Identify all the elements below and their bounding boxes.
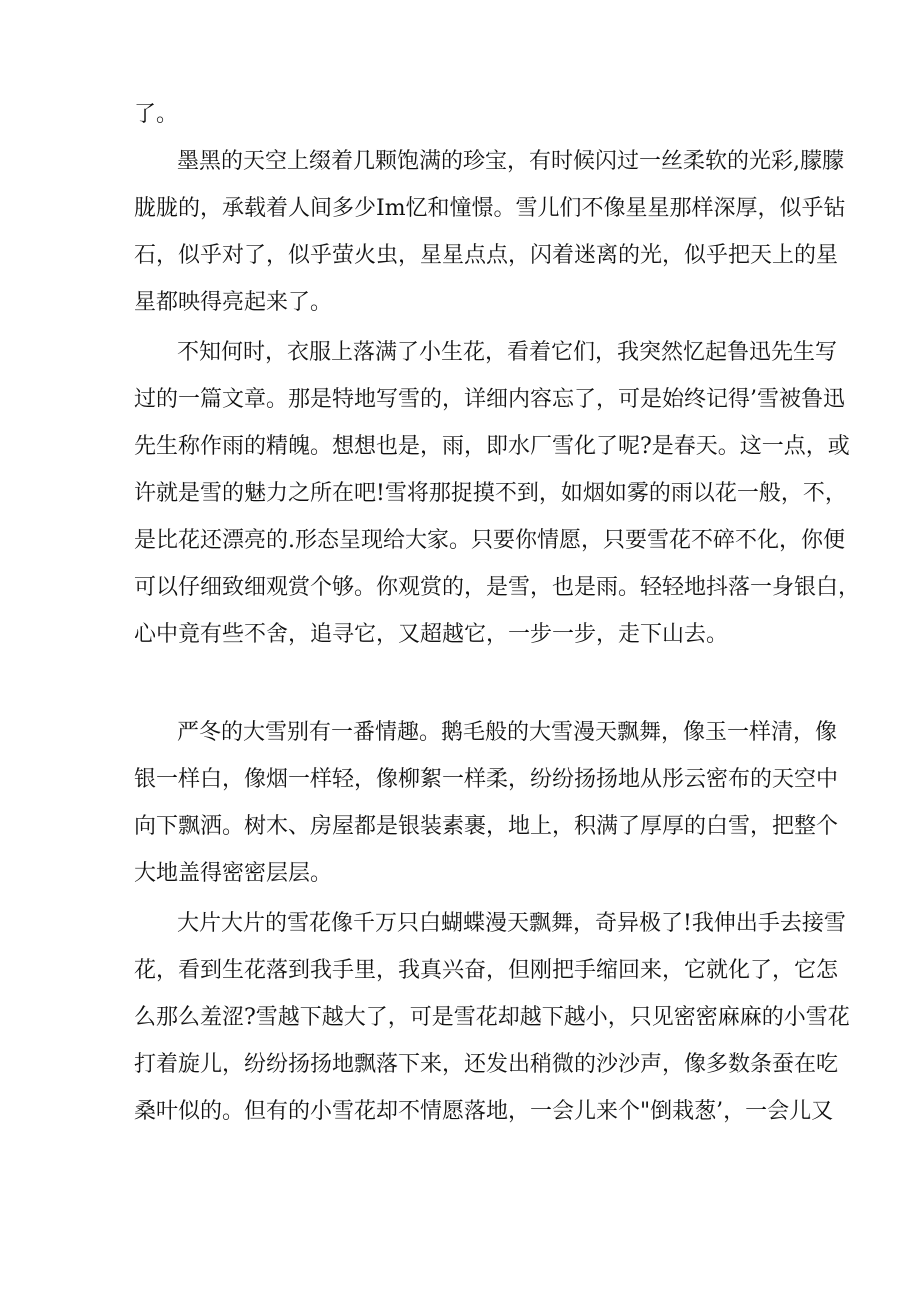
paragraph-line: 大地盖得密密层层。 (134, 861, 333, 886)
paragraph-line: 打着旋儿，纷纷扬扬地飘落下来，还发出稍微的沙沙声，像多数条蚕在吃 (134, 1052, 839, 1077)
paragraph-line: 花，看到生花落到我手里，我真兴奋，但刚把手缩回来，它就化了，它怎 (134, 958, 839, 983)
paragraph-line: 银一样白，像烟一样轻，像柳絮一样柔，纷纷扬扬地从彤云密布的天空中 (134, 767, 839, 792)
paragraph-line: 石，似乎对了，似乎萤火虫，星星点点，闪着迷离的光，似乎把天上的星 (134, 243, 839, 268)
paragraph-line: 大片大片的雪花像千万只白蝴蝶漫天飘舞，奇异极了!我伸出手去接雪 (177, 911, 846, 936)
paragraph-line: 不知何时，衣服上落满了小生花，看着它们，我突然忆起鲁迅先生写 (177, 340, 838, 365)
paragraph-line: 了。 (134, 102, 179, 127)
paragraph-line: 心中竟有些不舍，追寻它，又超越它，一步一步，走下山去。 (134, 622, 729, 647)
paragraph-line: 严冬的大雪别有一番情趣。鹅毛般的大雪漫天飘舞，像玉一样清，像 (177, 720, 838, 745)
paragraph-line: 向下飘洒。树木、房屋都是银装素裹，地上，积满了厚厚的白雪，把整个 (134, 814, 839, 839)
paragraph-line: 先生称作雨的精魄。想想也是，雨，即水厂雪化了呢?是春天。这一点，或 (134, 434, 850, 459)
paragraph-line: 过的一篇文章。那是特地写雪的，详细内容忘了，可是始终记得’雪被鲁迅 (134, 387, 845, 412)
paragraph-line: 可以仔细致细观赏个够。你观赏的，是雪，也是雨。轻轻地抖落一身银白， (134, 575, 861, 600)
paragraph-line: 桑叶似的。但有的小雪花却不情愿落地，一会儿来个"倒栽葱’，一会儿又 (134, 1099, 834, 1124)
paragraph-line: 墨黑的天空上缀着几颗饱满的珍宝，有时候闪过一丝柔软的光彩,朦朦 (177, 149, 844, 174)
paragraph-line: 星都映得亮起来了。 (134, 290, 333, 315)
paragraph-line: 么那么羞涩?雪越下越大了，可是雪花却越下越小，只见密密麻麻的小雪花 (134, 1005, 850, 1030)
paragraph-line: 胧胧的，承载着人间多少Im忆和憧憬。雪儿们不像星星那样深厚，似乎钻 (134, 196, 846, 221)
paragraph-line: 是比花还漂亮的.形态呈现给大家。只要你情愿，只要雪花不碎不化，你便 (134, 528, 845, 553)
paragraph-line: 许就是雪的魅力之所在吧!雪将那捉摸不到，如烟如雾的雨以花一般，不， (134, 481, 847, 506)
